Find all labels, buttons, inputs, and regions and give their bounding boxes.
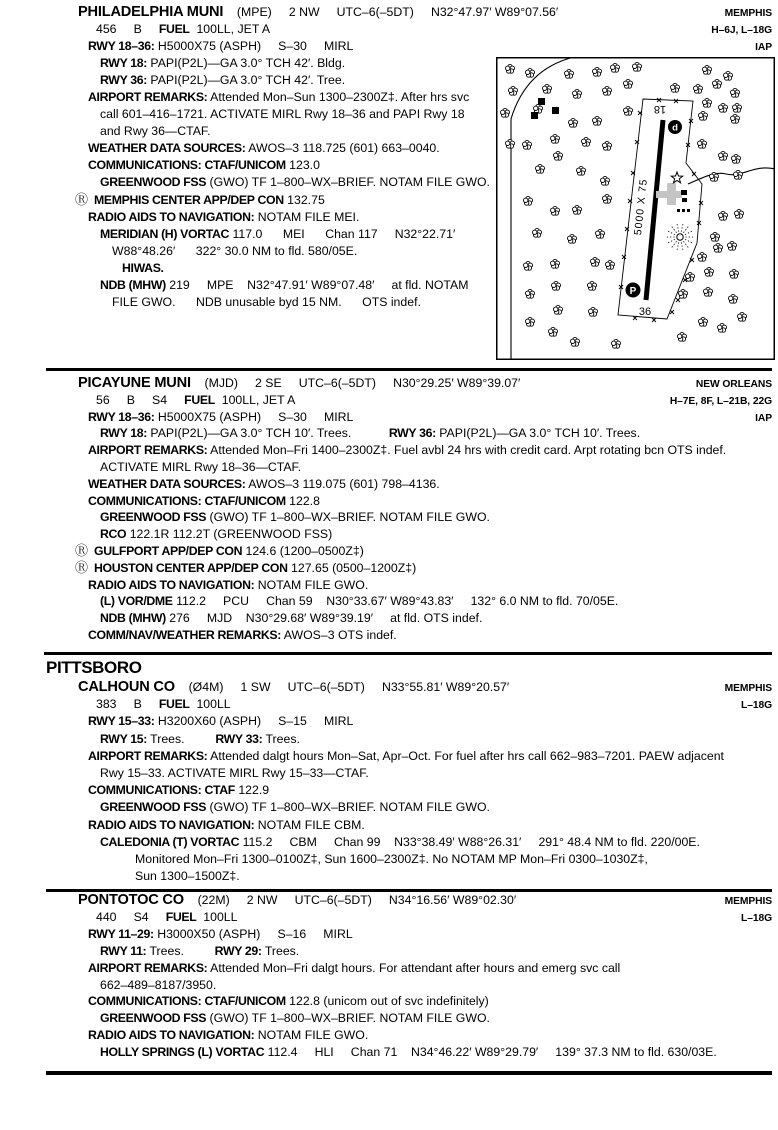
chart-ref-label: H–6J, L–18G [711, 25, 772, 36]
tree-icon [735, 209, 744, 218]
tree-icon [603, 86, 612, 95]
chart-ref-label: L–18G [741, 913, 772, 924]
city-heading: PITTSBORO [46, 658, 142, 677]
tree-icon [719, 211, 728, 220]
text-line: FILE GWO. NDB unusable byd 15 NM. OTS indef. [112, 295, 421, 309]
text-line: AIRPORT REMARKS: Attended Mon–Fri dalgt hours. For attendant after hours and emerg svc call [88, 960, 621, 975]
fence-x-mark [670, 310, 674, 314]
tree-icon [554, 305, 563, 314]
tree-icon [533, 228, 542, 237]
tree-icon [506, 139, 515, 148]
text-line: 383 B FUEL 100LL [96, 697, 231, 712]
text-line: COMMUNICATIONS: CTAF/UNICOM 122.8 [88, 493, 320, 508]
text-line: GREENWOOD FSS (GWO) TF 1–800–WX–BRIEF. NOTAM FILE GWO. [100, 1011, 490, 1026]
tree-icon [573, 89, 582, 98]
text-line: NDB (MHW) 276 MJD N30°29.68′ W89°39.19′ at fld. OTS indef. [100, 611, 483, 626]
text-line: RADIO AIDS TO NAVIGATION: NOTAM FILE MEI. [88, 210, 360, 224]
chart-ref-label: H–7E, 8F, L–21B, 22G [669, 396, 772, 407]
section-divider [46, 1071, 772, 1075]
text-line: 662–489–8187/3950. [100, 977, 217, 992]
fence-x-mark [674, 99, 678, 103]
chart-ref-label: IAP [755, 413, 772, 424]
tree-icon [593, 116, 602, 125]
tree-icon [506, 64, 515, 73]
tree-icon [577, 166, 586, 175]
tree-icon [606, 260, 615, 269]
tree-icon [624, 106, 633, 115]
tree-icon [568, 234, 577, 243]
tree-icon [679, 289, 688, 298]
text-line: NDB (MHW) 219 MPE N32°47.91′ W89°07.48′ at fld. NOTAM [100, 278, 469, 292]
text-line: AIRPORT REMARKS: Attended Mon–Fri 1400–2300Z‡. Fuel avbl 24 hrs with credit card. Arpt rotating bcn OTS indef. [88, 443, 727, 458]
tree-icon [731, 114, 740, 123]
tree-icon [703, 65, 712, 74]
tree-icon [719, 103, 728, 112]
tree-icon [551, 206, 560, 215]
fence-x-mark [699, 201, 703, 205]
tree-icon [603, 194, 612, 203]
tree-icon [703, 98, 712, 107]
chart-reference-labels [725, 893, 772, 927]
tree-icon [624, 79, 633, 88]
circled-r-icon: Ⓡ [75, 192, 89, 207]
tree-icon [611, 63, 620, 72]
text-line: call 601–416–1721. ACTIVATE MIRL Rwy 18–36 and PAPI Rwy 18 [100, 107, 465, 121]
text-line: RWY 18: PAPI(P2L)—GA 3.0° TCH 42′. Bldg. [100, 56, 346, 70]
tree-icon [554, 151, 563, 160]
runway-36-label: 36 [638, 306, 652, 318]
text-line: (L) VOR/DME 112.2 PCU Chan 59 N30°33.67′ W89°43.83′ 132° 6.0 NM to fld. 70/05E. [100, 594, 619, 609]
text-line: 440 S4 FUEL 100LL [96, 909, 238, 924]
tree-icon [601, 176, 610, 185]
text-line: ACTIVATE MIRL Rwy 18–36—CTAF. [100, 459, 302, 474]
windsock-icon [668, 120, 682, 134]
text-line: COMMUNICATIONS: CTAF/UNICOM 122.8 (unicom out of svc indefinitely) [88, 994, 489, 1009]
text-line: AIRPORT REMARKS: Attended Mon–Sun 1300–2300Z‡. After hrs svc [88, 90, 470, 104]
text-line: MERIDIAN (H) VORTAC 117.0 MEI Chan 117 N32°22.71′ [100, 227, 456, 241]
tree-icon [534, 104, 543, 113]
airport-name: PONTOTOC CO [78, 892, 184, 908]
tree-icon [589, 307, 598, 316]
airport-entry-picayune-muni [46, 375, 772, 644]
tree-icon [565, 69, 574, 78]
text-line: COMMUNICATIONS: CTAF 122.9 [88, 783, 270, 798]
chart-reference-labels [725, 680, 772, 714]
tree-icon [523, 140, 532, 149]
tree-icon [698, 139, 707, 148]
chart-ref-label: IAP [755, 42, 772, 53]
tree-icon [551, 134, 560, 143]
text-line: RWY 15–33: H3200X60 (ASPH) S–15 MIRL [88, 714, 354, 729]
text-line: W88°48.26′ 322° 30.0 NM to fld. 580/05E. [112, 244, 358, 258]
section-divider [44, 652, 772, 655]
svg-text:P: P [629, 286, 637, 297]
text-line: RWY 11–29: H3000X50 (ASPH) S–16 MIRL [88, 926, 353, 941]
tree-icon [596, 229, 605, 238]
tree-icon [536, 164, 545, 173]
airport-entry-pittsboro-calhoun-co [46, 657, 772, 885]
svg-text:d: d [672, 122, 678, 134]
airport-diagram [496, 57, 775, 360]
text-line: RADIO AIDS TO NAVIGATION: NOTAM FILE CBM. [88, 817, 365, 832]
text-line: Monitored Mon–Fri 1300–0100Z‡, Sun 1600–2300Z‡. No NOTAM MP Mon–Fri 0300–1030Z‡, [135, 852, 648, 867]
airport-entry-pontotoc-co [46, 892, 772, 1061]
tree-icon [524, 196, 533, 205]
star-symbol [671, 172, 682, 183]
road-right [688, 168, 775, 184]
text-line: COMMUNICATIONS: CTAF/UNICOM 123.0 [88, 158, 320, 172]
chart-ref-label: NEW ORLEANS [695, 379, 772, 390]
chart-ref-label: MEMPHIS [724, 8, 772, 19]
airport-title-line: PHILADELPHIA MUNI (MPE) 2 NW UTC–6(–5DT) N32°47.97′ W89°07.56′ [78, 4, 559, 20]
tree-icon [699, 317, 708, 326]
airport-title-line: PICAYUNE MUNI (MJD) 2 SE UTC–6(–5DT) N30°29.25′ W89°39.07′ [78, 375, 521, 391]
text-line: RCO 122.1R 112.2T (GREENWOOD FSS) [100, 527, 333, 542]
text-line: Ⓡ GULFPORT APP/DEP CON 124.6 (1200–0500Z‡) [75, 542, 364, 558]
chart-reference-labels [670, 376, 772, 427]
text-line: Sun 1300–1500Z‡. [135, 869, 240, 884]
fence-x-mark [676, 298, 680, 302]
entry-lines [46, 375, 772, 644]
text-line: WEATHER DATA SOURCES: AWOS–3 118.725 (601) 663–0040. [88, 141, 440, 155]
tree-icon [738, 312, 747, 321]
chart-ref-label: MEMPHIS [724, 896, 772, 907]
rotating-beacon-icon [667, 224, 694, 250]
text-line: RWY 15: Trees. RWY 33: Trees. [100, 731, 300, 746]
airport-title-line: CALHOUN CO (Ø4M) 1 SW UTC–6(–5DT) N33°55.81′ W89°20.57′ [78, 679, 510, 695]
tree-icon [543, 84, 552, 93]
text-line: GREENWOOD FSS (GWO) TF 1–800–WX–BRIEF. NOTAM FILE GWO. [100, 800, 490, 815]
text-line: RWY 18: PAPI(P2L)—GA 3.0° TCH 10′. Trees. RWY 36: PAPI(P2L)—GA 3.0° TCH 10′. Trees. [100, 426, 641, 441]
circled-r-icon: Ⓡ [75, 559, 89, 575]
fence-x-mark [652, 318, 656, 322]
airport-name: PHILADELPHIA MUNI [78, 4, 224, 20]
section-divider [46, 368, 772, 371]
apron [656, 183, 690, 212]
tree-icon [699, 111, 708, 120]
tree-icon [582, 137, 591, 146]
tree-icon [551, 259, 560, 268]
tree-icon [719, 151, 728, 160]
text-line: GREENWOOD FSS (GWO) TF 1–800–WX–BRIEF. NOTAM FILE GWO. [100, 175, 490, 189]
tree-icon [711, 232, 720, 241]
text-line: Ⓡ MEMPHIS CENTER APP/DEP CON 132.75 [75, 192, 325, 207]
tree-icon [526, 289, 535, 298]
tree-icon [729, 294, 738, 303]
tree-icon [678, 332, 687, 341]
tree-icon [731, 88, 740, 97]
text-line: 456 B FUEL 100LL, JET A [96, 22, 271, 36]
entry-lines [46, 892, 772, 1061]
tree-icon [571, 337, 580, 346]
runway-18-36 [646, 120, 663, 300]
circled-r-icon: Ⓡ [75, 542, 89, 558]
parking-icon [626, 283, 641, 298]
tree-icon [501, 108, 510, 117]
text-line: RWY 18–36: H5000X75 (ASPH) S–30 MIRL [88, 39, 354, 53]
tree-icon [714, 243, 723, 252]
tree-icon [552, 281, 561, 290]
tree-icon [734, 170, 743, 179]
tree-icon [730, 269, 739, 278]
tree-icon [612, 339, 621, 348]
text-line: RADIO AIDS TO NAVIGATION: NOTAM FILE GWO. [88, 1028, 369, 1043]
chart-ref-label: L–18G [741, 700, 772, 711]
tree-icon [704, 287, 713, 296]
text-line: RWY 18–36: H5000X75 (ASPH) S–30 MIRL [88, 409, 354, 424]
airport-title-line: PONTOTOC CO (22M) 2 NW UTC–6(–5DT) N34°16.56′ W89°02.30′ [78, 892, 517, 908]
tree-icon [588, 281, 597, 290]
text-line: and Rwy 36—CTAF. [100, 124, 211, 138]
airport-name: PICAYUNE MUNI [78, 375, 191, 391]
tree-icon [686, 272, 695, 281]
tree-icon [733, 103, 742, 112]
tree-icon [593, 67, 602, 76]
text-line: HOLLY SPRINGS (L) VORTAC 112.4 HLI Chan 71 N34°46.22′ W89°29.79′ 139° 37.3 NM to fld. 630/03E. [100, 1045, 717, 1060]
runway-18-label: 18 [653, 103, 667, 115]
tree-icon [705, 267, 714, 276]
tree-icon [694, 84, 703, 93]
text-line: AIRPORT REMARKS: Attended dalgt hours Mon–Sat, Apr–Oct. For fuel after hrs call 662–983–7201. PAEW adjacent [88, 748, 724, 763]
tree-icon [732, 154, 741, 163]
tree-icon [526, 317, 535, 326]
fence-x-mark [622, 255, 626, 259]
text-line: Ⓡ HOUSTON CENTER APP/DEP CON 127.65 (0500–1200Z‡) [75, 559, 417, 575]
tree-icon [573, 205, 582, 214]
tree-icon [633, 62, 642, 71]
text-line: RWY 36: PAPI(P2L)—GA 3.0° TCH 42′. Tree. [100, 73, 346, 87]
tree-icon [671, 83, 680, 92]
text-line: Rwy 15–33. ACTIVATE MIRL Rwy 15–33—CTAF. [100, 766, 369, 781]
tree-icon [724, 71, 733, 80]
fence-x-mark [692, 172, 696, 176]
tree-icon [569, 118, 578, 127]
tree-icon [698, 252, 707, 261]
text-line: COMM/NAV/WEATHER REMARKS: AWOS–3 OTS indef. [88, 627, 397, 642]
text-line: 56 B S4 FUEL 100LL, JET A [96, 392, 296, 407]
tree-icon [591, 257, 600, 266]
entry-lines [46, 679, 772, 885]
tree-icon [728, 241, 737, 250]
tree-icon [603, 141, 612, 150]
tree-icon [718, 323, 727, 332]
airport-name: CALHOUN CO [78, 679, 175, 695]
runway-dimensions-label: 5000 X 75 [632, 177, 650, 236]
tree-icon [524, 261, 533, 270]
text-line: GREENWOOD FSS (GWO) TF 1–800–WX–BRIEF. NOTAM FILE GWO. [100, 510, 490, 525]
text-line: RWY 11: Trees. RWY 29: Trees. [100, 943, 300, 958]
chart-reference-labels [711, 5, 772, 56]
tree-icon [713, 79, 722, 88]
text-line: RADIO AIDS TO NAVIGATION: NOTAM FILE GWO. [88, 577, 369, 592]
tree-icon [509, 86, 518, 95]
chart-ref-label: MEMPHIS [724, 683, 772, 694]
tree-icon [526, 68, 535, 77]
tree-icon [549, 327, 558, 336]
text-line: CALEDONIA (T) VORTAC 115.2 CBM Chan 99 N33°38.49′ W88°26.31′ 291° 48.4 NM to fld. 220/00E. [100, 834, 700, 849]
text-line: WEATHER DATA SOURCES: AWOS–3 119.075 (601) 798–4136. [88, 476, 440, 491]
tree-symbols [501, 62, 747, 348]
text-line: HIWAS. [122, 261, 164, 275]
